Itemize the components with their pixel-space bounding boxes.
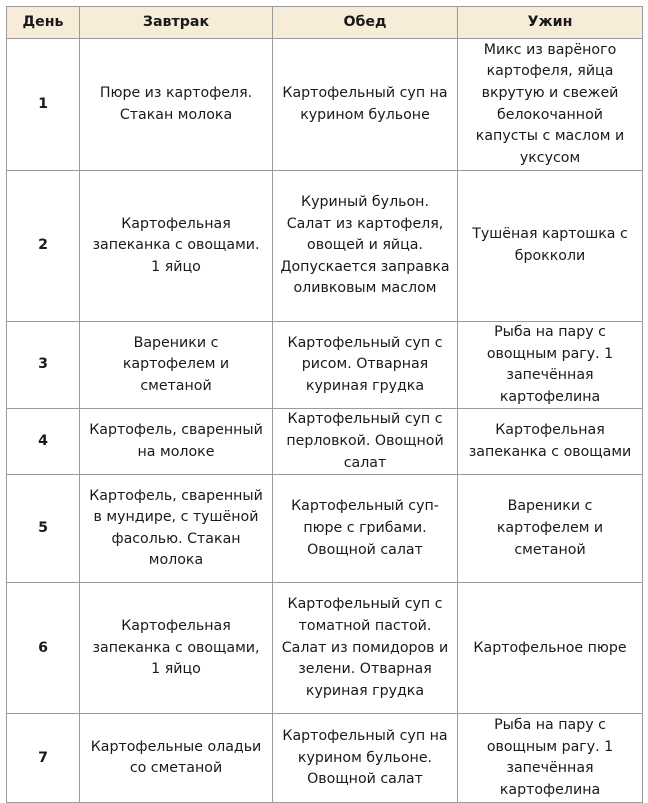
breakfast-cell: Картофельная запеканка с овощами. 1 яйцо xyxy=(80,171,273,322)
breakfast-cell: Картофель, сваренный на молоке xyxy=(80,409,273,475)
potato-diet-menu-table xyxy=(6,6,643,803)
breakfast-cell: Вареники с картофелем и сметаной xyxy=(80,322,273,409)
day-number: 6 xyxy=(7,583,80,714)
dinner-cell: Картофельная запеканка с овощами xyxy=(458,409,643,475)
lunch-cell: Картофельный суп на курином бульоне. Овощной салат xyxy=(273,714,458,803)
header-breakfast: Завтрак xyxy=(80,7,273,39)
lunch-cell: Картофельный суп с томатной пастой. Салат из помидоров и зелени. Отварная куриная грудка xyxy=(273,583,458,714)
lunch-cell: Картофельный суп с перловкой. Овощной салат xyxy=(273,409,458,475)
day-number: 1 xyxy=(7,39,80,171)
day-number: 2 xyxy=(7,171,80,322)
lunch-cell: Картофельный суп на курином бульоне xyxy=(273,39,458,171)
header-lunch: Обед xyxy=(273,7,458,39)
day-number: 4 xyxy=(7,409,80,475)
dinner-cell: Рыба на пару с овощным рагу. 1 запечённая картофелина xyxy=(458,322,643,409)
header-day: День xyxy=(7,7,80,39)
table-row xyxy=(7,171,643,322)
breakfast-cell: Картофельные оладьи со сметаной xyxy=(80,714,273,803)
table-row xyxy=(7,322,643,409)
breakfast-cell: Картофельная запеканка с овощами, 1 яйцо xyxy=(80,583,273,714)
breakfast-cell: Картофель, сваренный в мундире, с тушёной фасолью. Стакан молока xyxy=(80,475,273,583)
dinner-cell: Картофельное пюре xyxy=(458,583,643,714)
lunch-cell: Куриный бульон. Салат из картофеля, овощей и яйца. Допускается заправка оливковым маслом xyxy=(273,171,458,322)
table-header xyxy=(7,7,643,39)
table-row xyxy=(7,409,643,475)
table-row xyxy=(7,714,643,803)
lunch-cell: Картофельный суп-пюре с грибами. Овощной салат xyxy=(273,475,458,583)
table-body xyxy=(7,39,643,803)
table-row xyxy=(7,39,643,171)
header-row xyxy=(7,7,643,39)
table-row xyxy=(7,583,643,714)
breakfast-cell: Пюре из картофеля. Стакан молока xyxy=(80,39,273,171)
lunch-cell: Картофельный суп с рисом. Отварная куриная грудка xyxy=(273,322,458,409)
header-dinner: Ужин xyxy=(458,7,643,39)
day-number: 3 xyxy=(7,322,80,409)
day-number: 5 xyxy=(7,475,80,583)
day-number: 7 xyxy=(7,714,80,803)
dinner-cell: Микс из варёного картофеля, яйца вкрутую и свежей белокочанной капусты с маслом и уксусом xyxy=(458,39,643,171)
dinner-cell: Рыба на пару с овощным рагу. 1 запечённая картофелина xyxy=(458,714,643,803)
dinner-cell: Вареники с картофелем и сметаной xyxy=(458,475,643,583)
table-row xyxy=(7,475,643,583)
dinner-cell: Тушёная картошка с брокколи xyxy=(458,171,643,322)
